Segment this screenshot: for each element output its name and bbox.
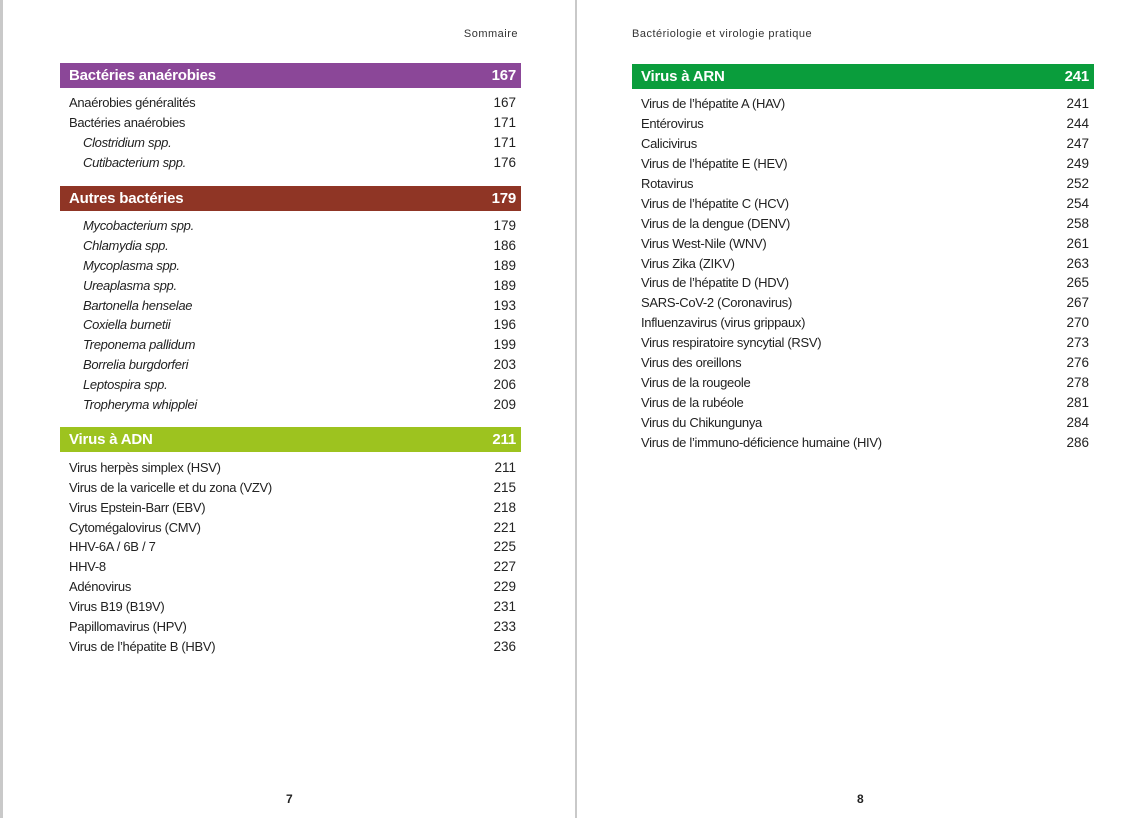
entry-label: Coxiella burnetii [83,317,171,333]
entry-page-number: 221 [493,519,516,535]
running-head: Bactériologie et virologie pratique [632,28,813,40]
entry-label: Calicivirus [641,136,697,152]
toc-entry[interactable] [60,517,521,537]
toc-entry[interactable] [632,293,1094,313]
entry-page-number: 267 [1066,295,1089,311]
entry-label: Papillomavirus (HPV) [69,619,187,635]
entry-label: SARS-CoV-2 (Coronavirus) [641,295,793,311]
toc-entry[interactable] [632,432,1094,452]
entry-label: Virus de l’hépatite B (HBV) [69,638,216,654]
toc-entry[interactable] [60,255,521,275]
entry-page-number: 261 [1066,235,1089,251]
entry-label: Borrelia burgdorferi [83,357,189,373]
toc-section [60,186,521,415]
entry-label: Cutibacterium spp. [83,155,186,171]
toc-entry[interactable] [632,134,1094,154]
entry-label: Ureaplasma spp. [83,277,177,293]
toc-entry[interactable] [60,557,521,577]
toc-entry[interactable] [60,235,521,255]
entry-page-number: 203 [493,357,516,373]
entry-label: Cytomégalovirus (CMV) [69,519,201,535]
entry-page-number: 249 [1066,156,1089,172]
section-header[interactable] [60,63,521,88]
toc-entry[interactable] [60,577,521,597]
entry-page-number: 171 [493,115,516,131]
section-title: Virus à ARN [641,68,725,85]
entry-label: Leptospira spp. [83,377,168,393]
entry-label: Influenzavirus (virus grippaux) [641,315,806,331]
section-header[interactable] [60,427,521,452]
entry-page-number: 171 [493,135,516,151]
toc-entry[interactable] [60,617,521,637]
toc-entry[interactable] [60,335,521,355]
entry-label: HHV-6A / 6B / 7 [69,539,156,555]
entry-page-number: 281 [1066,394,1089,410]
entry-label: Virus Zika (ZIKV) [641,255,735,271]
entry-page-number: 209 [493,397,516,413]
toc-entry[interactable] [60,216,521,236]
page-number: 7 [286,792,293,806]
entry-page-number: 286 [1066,434,1089,450]
section-header[interactable] [60,186,521,211]
entry-label: Virus West-Nile (WNV) [641,235,767,251]
entry-page-number: 270 [1066,315,1089,331]
entry-page-number: 211 [494,459,516,475]
entry-page-number: 258 [1066,215,1089,231]
entry-page-number: 263 [1066,255,1089,271]
entry-page-number: 241 [1066,96,1089,112]
entry-page-number: 186 [493,237,516,253]
toc-list [632,64,1094,465]
entry-label: Entérovirus [641,116,704,132]
entry-label: Chlamydia spp. [83,237,169,253]
entry-label: Virus du Chikungunya [641,414,762,430]
section-title: Virus à ADN [69,431,153,449]
toc-entry[interactable] [60,355,521,375]
toc-entry[interactable] [632,174,1094,194]
running-head: Sommaire [463,28,518,40]
entry-page-number: 167 [493,95,516,111]
toc-entry[interactable] [632,333,1094,353]
toc-entry[interactable] [60,497,521,517]
entry-label: Virus de l’hépatite C (HCV) [641,195,789,211]
entry-label: Anaérobies généralités [69,95,196,111]
entry-label: Virus de la rougeole [641,374,751,390]
entry-page-number: 199 [493,337,516,353]
entry-label: Virus de l’immuno-déficience humaine (HIV) [641,434,882,450]
toc-entry[interactable] [60,153,521,173]
entry-page-number: 229 [493,579,516,595]
entry-page-number: 244 [1066,116,1089,132]
entry-page-number: 236 [493,638,516,654]
toc-entry[interactable] [60,597,521,617]
toc-entry[interactable] [632,233,1094,253]
entry-label: Virus de la rubéole [641,394,744,410]
entry-label: Virus B19 (B19V) [69,599,165,615]
entry-page-number: 233 [493,619,516,635]
toc-list [60,63,521,669]
entry-label: Virus de l’hépatite E (HEV) [641,156,788,172]
entry-page-number: 265 [1066,275,1089,291]
entry-page-number: 254 [1066,195,1089,211]
entry-page-number: 231 [493,599,516,615]
section-title: Bactéries anaérobies [69,67,216,84]
entry-label: Virus Epstein-Barr (EBV) [69,499,206,515]
toc-entry[interactable] [632,353,1094,373]
entry-page-number: 196 [493,317,516,333]
entry-page-number: 225 [493,539,516,555]
toc-entry[interactable] [60,375,521,395]
toc-entry[interactable] [632,193,1094,213]
entry-label: Bactéries anaérobies [69,115,186,131]
toc-entry[interactable] [60,275,521,295]
toc-entry[interactable] [60,477,521,497]
entry-list [60,211,521,415]
toc-entry[interactable] [60,636,521,656]
entry-label: Mycobacterium spp. [83,218,194,233]
section-page-number: 241 [1064,68,1089,85]
toc-entry[interactable] [60,113,521,133]
toc-section [60,63,521,173]
entry-label: Virus de la dengue (DENV) [641,215,791,231]
toc-entry[interactable] [60,133,521,153]
toc-entry[interactable] [632,392,1094,412]
entry-page-number: 227 [493,559,516,575]
entry-label: Mycoplasma spp. [83,257,180,273]
toc-entry[interactable] [60,315,521,335]
entry-page-number: 276 [1066,355,1089,371]
toc-section [632,64,1094,452]
section-page-number: 167 [491,67,516,84]
toc-entry[interactable] [632,154,1094,174]
entry-list [60,88,521,173]
entry-page-number: 193 [493,297,516,313]
entry-page-number: 273 [1066,335,1089,351]
entry-label: HHV-8 [69,559,106,575]
entry-page-number: 179 [493,218,516,233]
entry-label: Adénovirus [69,579,132,595]
entry-label: Rotavirus [641,176,694,191]
entry-label: Clostridium spp. [83,135,172,151]
toc-entry[interactable] [60,457,521,477]
entry-label: Virus herpès simplex (HSV) [69,459,221,475]
page-number: 8 [857,792,864,806]
entry-page-number: 284 [1066,414,1089,430]
toc-entry[interactable] [632,372,1094,392]
section-title: Autres bactéries [69,189,184,207]
entry-label: Virus de la varicelle et du zona (VZV) [69,479,272,495]
toc-entry[interactable] [60,93,521,113]
entry-label: Virus de l’hépatite D (HDV) [641,275,789,291]
entry-list [632,89,1094,452]
entry-page-number: 278 [1066,374,1089,390]
toc-entry[interactable] [632,213,1094,233]
entry-label: Virus de l’hépatite A (HAV) [641,96,785,112]
toc-entry[interactable] [632,412,1094,432]
toc-entry[interactable] [632,114,1094,134]
toc-entry[interactable] [60,295,521,315]
right-page [575,0,1138,818]
entry-label: Virus respiratoire syncytial (RSV) [641,335,822,351]
entry-page-number: 218 [493,499,516,515]
entry-page-number: 215 [493,479,516,495]
section-page-number: 179 [491,189,516,207]
entry-page-number: 247 [1066,136,1089,152]
entry-page-number: 176 [493,155,516,171]
toc-entry[interactable] [60,395,521,415]
toc-entry[interactable] [632,253,1094,273]
entry-page-number: 189 [493,277,516,293]
entry-label: Tropheryma whipplei [83,397,197,413]
toc-entry[interactable] [60,537,521,557]
entry-page-number: 189 [493,257,516,273]
entry-label: Treponema pallidum [83,337,196,353]
toc-entry[interactable] [632,273,1094,293]
toc-entry[interactable] [632,94,1094,114]
section-header[interactable] [632,64,1094,89]
section-page-number: 211 [492,431,516,449]
entry-label: Virus des oreillons [641,355,742,371]
toc-entry[interactable] [632,313,1094,333]
entry-page-number: 252 [1066,176,1089,191]
entry-label: Bartonella henselae [83,297,193,313]
entry-page-number: 206 [493,377,516,393]
toc-section [60,427,521,656]
entry-list [60,452,521,656]
